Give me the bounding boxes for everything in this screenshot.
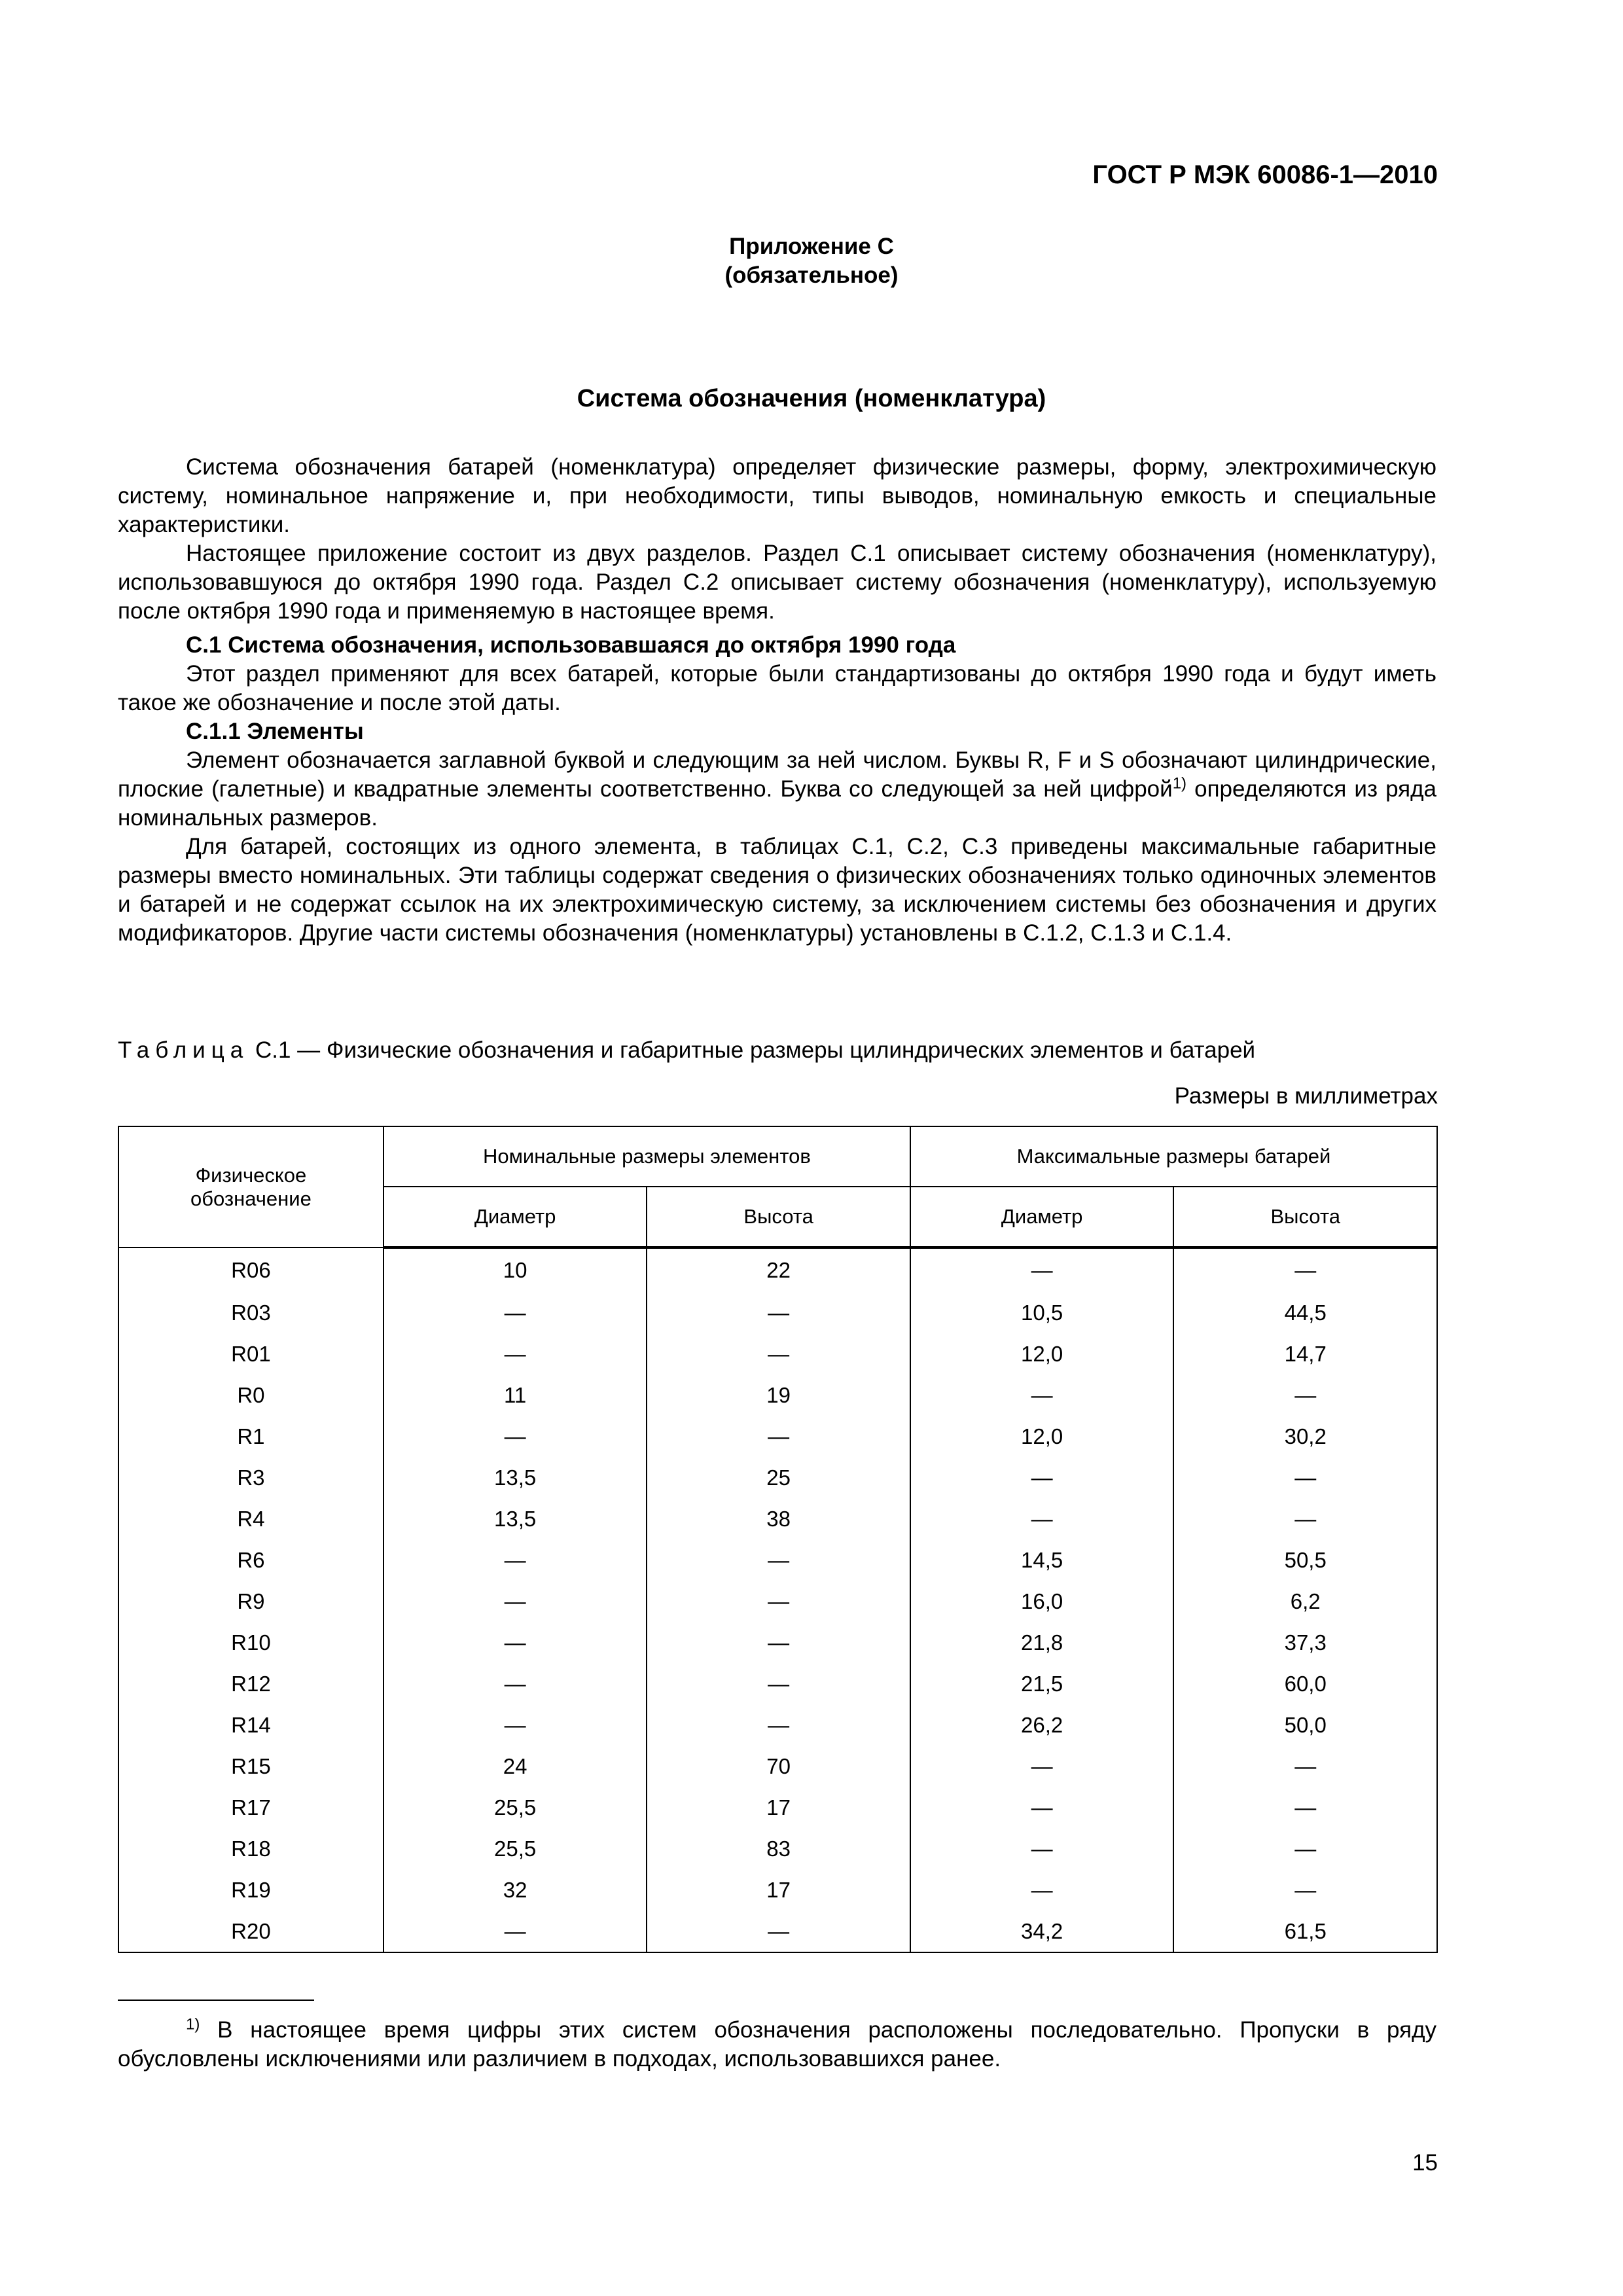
nominal-diameter-cell: 25,5	[383, 1787, 647, 1828]
nominal-diameter-cell: —	[383, 1539, 647, 1581]
max-diameter-cell: 16,0	[910, 1581, 1174, 1622]
max-height-cell: 30,2	[1173, 1416, 1437, 1457]
nominal-height-cell: —	[647, 1416, 910, 1457]
footnote-mark: 1)	[186, 2015, 200, 2034]
table-row	[118, 1787, 1437, 1828]
nominal-height-cell: —	[647, 1704, 910, 1746]
table-row	[118, 1869, 1437, 1910]
header-max-group: Максимальные размеры батарей	[910, 1126, 1437, 1187]
max-height-cell: —	[1173, 1374, 1437, 1416]
designation-cell: R20	[118, 1910, 383, 1952]
nominal-diameter-cell: 32	[383, 1869, 647, 1910]
max-height-cell: 50,5	[1173, 1539, 1437, 1581]
max-diameter-cell: 10,5	[910, 1292, 1174, 1333]
header-nominal-group: Номинальные размеры элементов	[383, 1126, 910, 1187]
max-height-cell: 14,7	[1173, 1333, 1437, 1374]
footnote-text: В настоящее время цифры этих систем обозначения расположены последовательно. Пропуски в ряду обусловлены исключениями или различием в подходах, использовавшихся ранее.	[118, 2017, 1436, 2072]
nominal-height-cell: 22	[647, 1247, 910, 1292]
max-diameter-cell: 26,2	[910, 1704, 1174, 1746]
max-diameter-cell: —	[910, 1498, 1174, 1539]
table-row	[118, 1457, 1437, 1498]
header-nominal-diameter: Диаметр	[383, 1187, 647, 1247]
section-c11-text-a: Элемент обозначается заглавной буквой и следующим за ней числом. Буквы R, F и S обозначают цилиндрические, плоские (галетные) и квадратные элементы соответственно. Буква со следующей за ней цифрой	[118, 747, 1436, 802]
table-row	[118, 1539, 1437, 1581]
designation-cell: R0	[118, 1374, 383, 1416]
table-caption	[118, 1037, 1255, 1064]
table-row	[118, 1247, 1437, 1292]
max-diameter-cell: —	[910, 1374, 1174, 1416]
table-row	[118, 1292, 1437, 1333]
nominal-diameter-cell: —	[383, 1910, 647, 1952]
table-caption-word: Таблица	[118, 1037, 249, 1063]
header-max-diameter: Диаметр	[910, 1187, 1174, 1247]
designation-cell: R03	[118, 1292, 383, 1333]
max-diameter-cell: —	[910, 1746, 1174, 1787]
table-row	[118, 1746, 1437, 1787]
designation-cell: R1	[118, 1416, 383, 1457]
designation-cell: R19	[118, 1869, 383, 1910]
nominal-diameter-cell: —	[383, 1704, 647, 1746]
max-diameter-cell: 12,0	[910, 1333, 1174, 1374]
section-c1-heading: С.1 Система обозначения, использовавшаяся до октября 1990 года	[186, 632, 956, 658]
max-diameter-cell: 12,0	[910, 1416, 1174, 1457]
nominal-diameter-cell: —	[383, 1292, 647, 1333]
max-diameter-cell: 34,2	[910, 1910, 1174, 1952]
table-row	[118, 1622, 1437, 1663]
nominal-height-cell: —	[647, 1539, 910, 1581]
nominal-diameter-cell: 25,5	[383, 1828, 647, 1869]
designation-cell: R9	[118, 1581, 383, 1622]
nominal-diameter-cell: —	[383, 1622, 647, 1663]
designation-cell: R10	[118, 1622, 383, 1663]
footnote-separator	[118, 2000, 314, 2001]
nominal-diameter-cell: —	[383, 1663, 647, 1704]
nominal-height-cell: —	[647, 1292, 910, 1333]
max-height-cell: —	[1173, 1746, 1437, 1787]
max-height-cell: —	[1173, 1869, 1437, 1910]
page-number: 15	[1412, 2150, 1438, 2176]
body-text	[118, 453, 1436, 948]
footnote	[118, 2016, 1436, 2073]
designation-cell: R15	[118, 1746, 383, 1787]
section-c11-heading: С.1.1 Элементы	[186, 719, 364, 744]
max-height-cell: 50,0	[1173, 1704, 1437, 1746]
designation-cell: R01	[118, 1333, 383, 1374]
appendix-heading	[0, 232, 1623, 290]
nominal-diameter-cell: 13,5	[383, 1498, 647, 1539]
section-c11-text-2: Для батарей, состоящих из одного элемента, в таблицах С.1, С.2, С.3 приведены максимальные габаритные размеры вместо номинальных. Эти таблицы содержат сведения о физических обозначениях только одиночных элементов и батарей и не содержат ссылок на их электрохимическую систему, за исключением системы без обозначения и других модификаторов. Другие части системы обозначения (номенклатуры) установлены в С.1.2, С.1.3 и С.1.4.	[118, 834, 1436, 946]
max-diameter-cell: —	[910, 1247, 1174, 1292]
max-height-cell: 61,5	[1173, 1910, 1437, 1952]
table-row	[118, 1374, 1437, 1416]
designation-cell: R14	[118, 1704, 383, 1746]
max-height-cell: —	[1173, 1247, 1437, 1292]
max-height-cell: —	[1173, 1498, 1437, 1539]
section-c11-text-1	[118, 746, 1436, 833]
header-designation: Физическое обозначение	[118, 1126, 383, 1247]
max-height-cell: 44,5	[1173, 1292, 1437, 1333]
designation-cell: R12	[118, 1663, 383, 1704]
intro-paragraph-2: Настоящее приложение состоит из двух разделов. Раздел С.1 описывает систему обозначения (номенклатуру), использовавшуюся до октября 1990 года. Раздел С.2 описывает систему обозначения (номенклатуру), используемую после октября 1990 года и применяемую в настоящее время.	[118, 541, 1436, 624]
header-max-height: Высота	[1173, 1187, 1437, 1247]
appendix-status: (обязательное)	[724, 262, 899, 288]
nominal-height-cell: —	[647, 1663, 910, 1704]
max-height-cell: —	[1173, 1828, 1437, 1869]
max-diameter-cell: —	[910, 1787, 1174, 1828]
designation-cell: R3	[118, 1457, 383, 1498]
designation-cell: R4	[118, 1498, 383, 1539]
designation-cell: R6	[118, 1539, 383, 1581]
max-diameter-cell: —	[910, 1457, 1174, 1498]
table-row	[118, 1663, 1437, 1704]
table-units: Размеры в миллиметрах	[1174, 1083, 1438, 1109]
nominal-height-cell: 17	[647, 1787, 910, 1828]
dimensions-table	[118, 1126, 1438, 1953]
table-row	[118, 1910, 1437, 1952]
nominal-height-cell: 70	[647, 1746, 910, 1787]
appendix-title: Приложение С	[729, 234, 894, 259]
table-row	[118, 1416, 1437, 1457]
max-height-cell: 37,3	[1173, 1622, 1437, 1663]
nominal-diameter-cell: 13,5	[383, 1457, 647, 1498]
max-height-cell: —	[1173, 1457, 1437, 1498]
nominal-diameter-cell: 11	[383, 1374, 647, 1416]
nominal-height-cell: 25	[647, 1457, 910, 1498]
max-height-cell: 60,0	[1173, 1663, 1437, 1704]
table-row	[118, 1498, 1437, 1539]
nominal-diameter-cell: 24	[383, 1746, 647, 1787]
nominal-height-cell: 19	[647, 1374, 910, 1416]
nominal-diameter-cell: 10	[383, 1247, 647, 1292]
header-nominal-height: Высота	[647, 1187, 910, 1247]
nominal-height-cell: —	[647, 1581, 910, 1622]
max-height-cell: —	[1173, 1787, 1437, 1828]
max-diameter-cell: 21,5	[910, 1663, 1174, 1704]
max-diameter-cell: 21,8	[910, 1622, 1174, 1663]
nominal-height-cell: 38	[647, 1498, 910, 1539]
max-height-cell: 6,2	[1173, 1581, 1437, 1622]
nominal-diameter-cell: —	[383, 1333, 647, 1374]
table-row	[118, 1828, 1437, 1869]
max-diameter-cell: —	[910, 1828, 1174, 1869]
max-diameter-cell: —	[910, 1869, 1174, 1910]
section-c1-text: Этот раздел применяют для всех батарей, которые были стандартизованы до октября 1990 года и будут иметь такое же обозначение и после этой даты.	[118, 661, 1436, 715]
designation-cell: R17	[118, 1787, 383, 1828]
nominal-diameter-cell: —	[383, 1416, 647, 1457]
table-row	[118, 1333, 1437, 1374]
nominal-height-cell: —	[647, 1333, 910, 1374]
designation-cell: R18	[118, 1828, 383, 1869]
table-row	[118, 1581, 1437, 1622]
table-row	[118, 1704, 1437, 1746]
designation-cell: R06	[118, 1247, 383, 1292]
document-code: ГОСТ Р МЭК 60086-1—2010	[1092, 160, 1438, 189]
nominal-height-cell: 17	[647, 1869, 910, 1910]
table-caption-text: С.1 — Физические обозначения и габаритные размеры цилиндрических элементов и батарей	[249, 1037, 1256, 1063]
nominal-diameter-cell: —	[383, 1581, 647, 1622]
section-title: Система обозначения (номенклатура)	[577, 385, 1046, 412]
intro-paragraph-1: Система обозначения батарей (номенклатура) определяет физические размеры, форму, электрохимическую систему, номинальное напряжение и, при необходимости, типы выводов, номинальную емкость и специальные характеристики.	[118, 454, 1436, 537]
max-diameter-cell: 14,5	[910, 1539, 1174, 1581]
nominal-height-cell: 83	[647, 1828, 910, 1869]
section-c11-text-b: определяются из ряда номинальных размеров.	[118, 776, 1437, 831]
nominal-height-cell: —	[647, 1910, 910, 1952]
footnote-reference[interactable]: 1)	[1172, 774, 1187, 793]
nominal-height-cell: —	[647, 1622, 910, 1663]
